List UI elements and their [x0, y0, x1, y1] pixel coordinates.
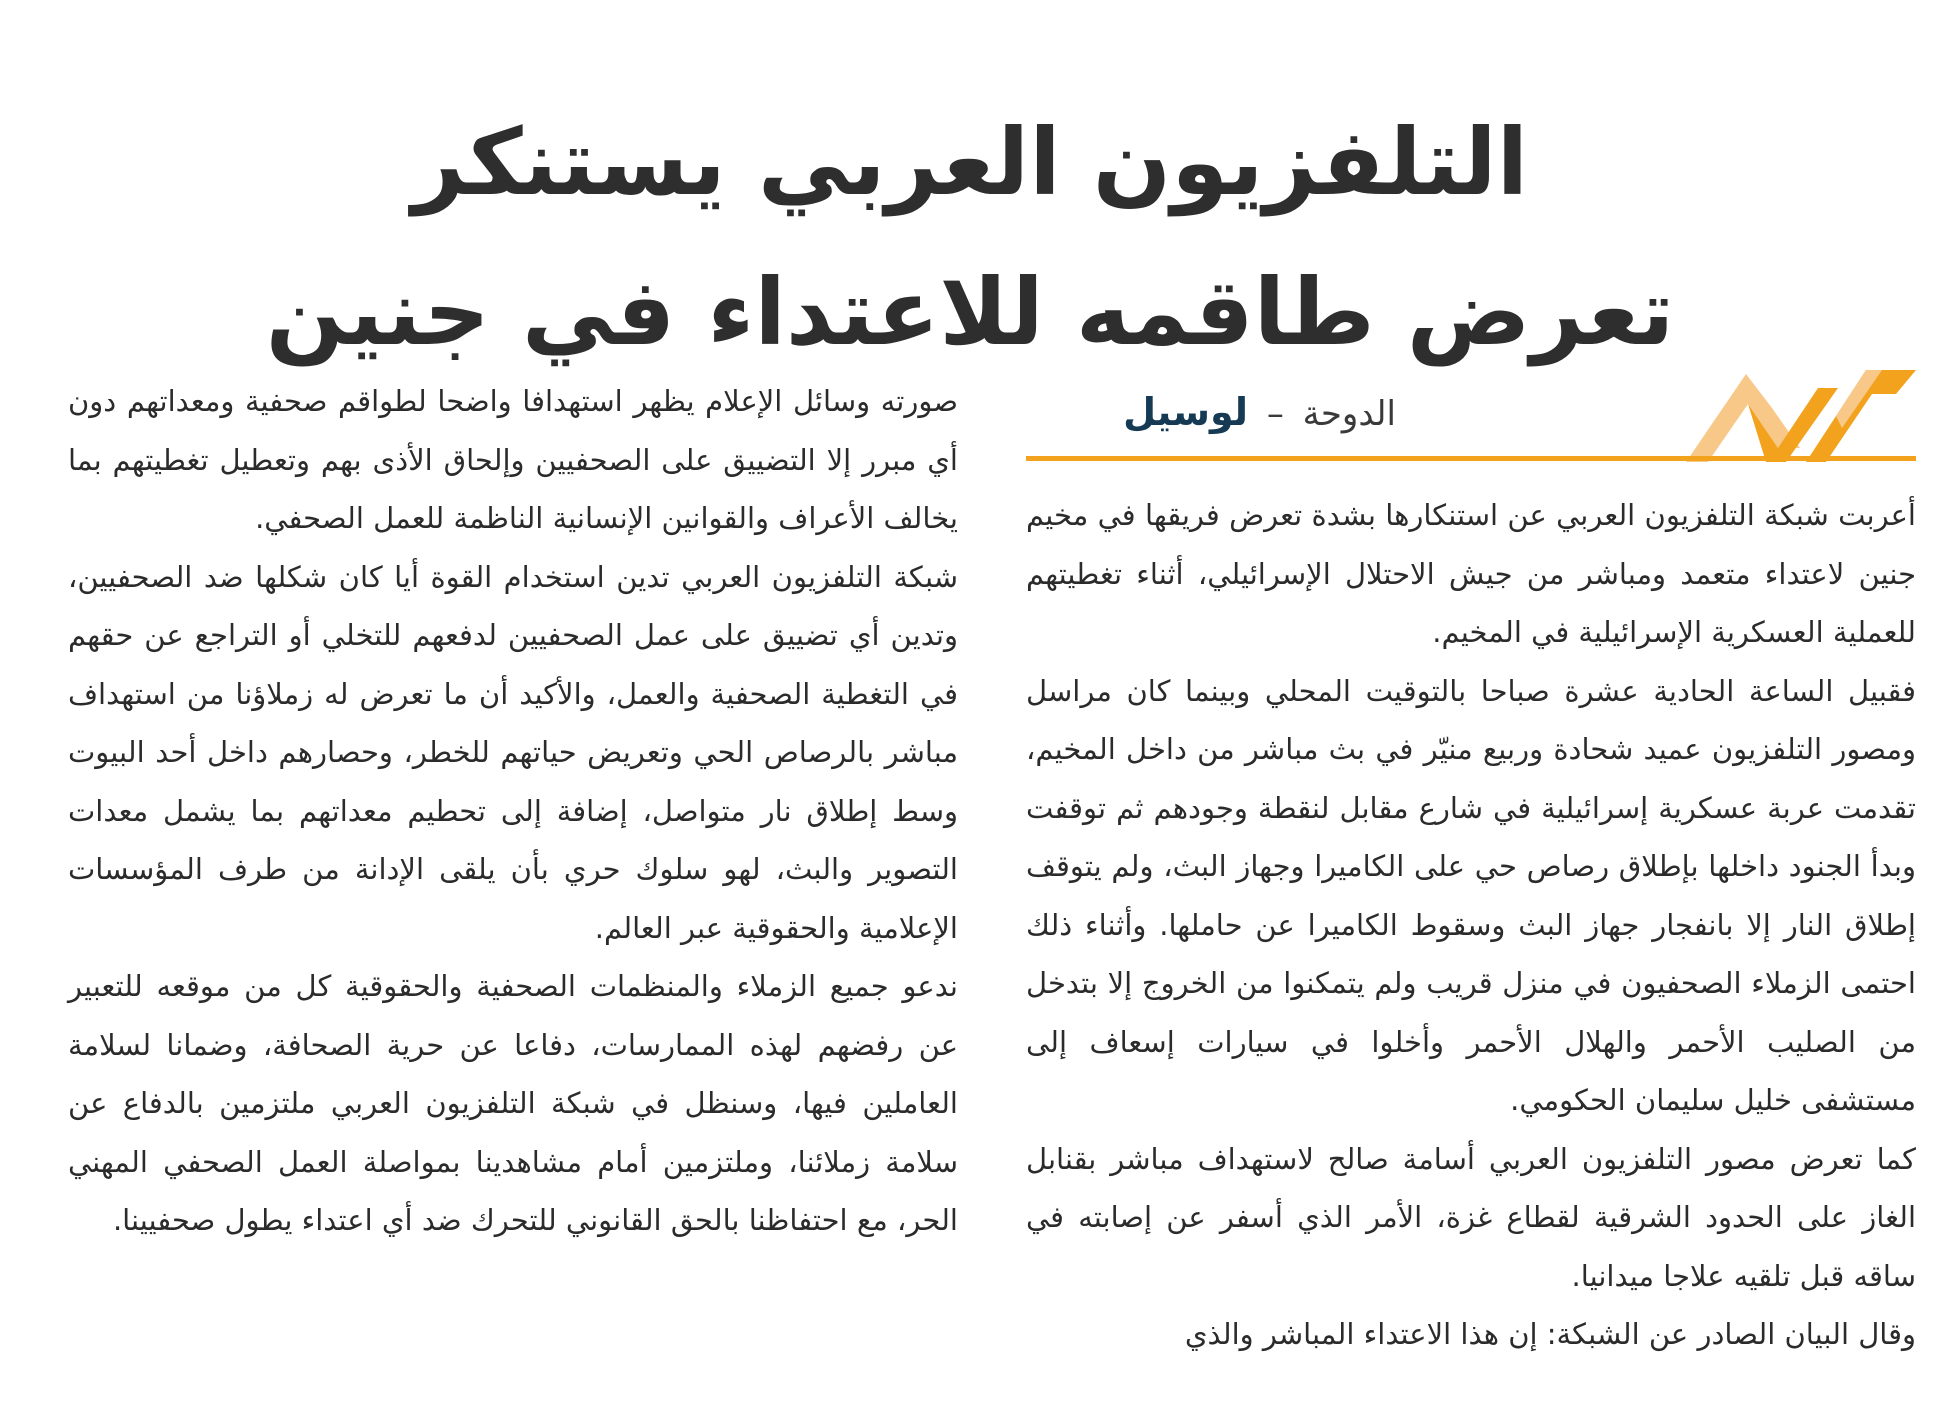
article-body-left	[68, 372, 958, 1250]
byline	[1123, 390, 1396, 434]
paragraph: وقال البيان الصادر عن الشبكة: إن هذا الاعتداء المباشر والذي	[1184, 1317, 1916, 1351]
byline-dash: –	[1266, 394, 1284, 434]
byline-brand: لوسيل	[1123, 390, 1249, 434]
paragraph: ندعو جميع الزملاء والمنظمات الصحفية والحقوقية كل من موقعه للتعبير عن رفضهم لهذه الممارسات، دفاعا عن حرية الصحافة، وضمانا لسلامة العاملين فيها، وسنظل في شبكة التلفزيون العربي ملتزمين بالدفاع عن سلامة زملائنا، وملتزمين أمام مشاهدينا بمواصلة العمل الصحفي المهني الحر، مع احتفاظنا بالحق القانوني للتحرك ضد أي اعتداء يطول صحفيينا.	[68, 969, 958, 1237]
byline-city: الدوحة	[1302, 394, 1396, 434]
paragraph: شبكة التلفزيون العربي تدين استخدام القوة أيا كان شكلها ضد الصحفيين، وتدين أي تضييق على عمل الصحفيين لدفعهم للتخلي أو التراجع عن حقهم في التغطية الصحفية والعمل، والأكيد أن ما تعرض له زملاؤنا من استهداف مباشر بالرصاص الحي وتعريض حياتهم للخطر، وحصارهم داخل أحد البيوت وسط إطلاق نار متواصل، إضافة إلى تحطيم معداتهم بما يشمل معدات التصوير والبث، لهو سلوك حري بأن يلقى الإدانة من طرف المؤسسات الإعلامية والحقوقية عبر العالم.	[68, 559, 958, 945]
paragraph: صورته وسائل الإعلام يظهر استهدافا واضحا لطواقم صحفية ومعداتهم دون أي مبرر إلا التضييق على الصحفيين وإلحاق الأذى بهم وتعطيل تغطيتهم بما يخالف الأعراف والقوانين الإنسانية الناظمة للعمل الصحفي.	[68, 384, 958, 535]
byline-rule	[1026, 456, 1916, 461]
byline-header	[1026, 370, 1916, 470]
paragraph: أعربت شبكة التلفزيون العربي عن استنكارها بشدة تعرض فريقها في مخيم جنين لاعتداء متعمد ومباشر من جيش الاحتلال الإسرائيلي، أثناء تغطيتهم للعملية العسكرية الإسرائيلية في المخيم.	[1026, 498, 1916, 649]
article-body-right	[1026, 486, 1916, 1364]
headline-line-1: التلفزيون العربي يستنكر	[411, 109, 1529, 216]
headline	[220, 88, 1720, 388]
paragraph: كما تعرض مصور التلفزيون العربي أسامة صالح لاستهداف مباشر بقنابل الغاز على الحدود الشرقية لقطاع غزة، الأمر الذي أسفر عن إصابته في ساقه قبل تلقيه علاجا ميدانيا.	[1026, 1141, 1916, 1293]
paragraph: فقبيل الساعة الحادية عشرة صباحا بالتوقيت المحلي وبينما كان مراسل ومصور التلفزيون عميد شحادة وربيع منيّر في بث مباشر من داخل المخيم، تقدمت عربة عسكرية إسرائيلية في شارع مقابل لنقطة وجودهم ثم توقفت وبدأ الجنود داخلها بإطلاق رصاص حي على الكاميرا وجهاز البث، ولم يتوقف إطلاق النار إلا بانفجار جهاز البث وسقوط الكاميرا عن حاملها. وأثناء ذلك احتمى الزملاء الصحفيون في منزل قريب ولم يتمكنوا من الخروج إلا بتدخل من الصليب الأحمر والهلال الأحمر وأخلوا في سيارات إسعاف إلى مستشفى خليل سليمان الحكومي.	[1026, 673, 1916, 1117]
headline-line-2: تعرض طاقمه للاعتداء في جنين	[265, 259, 1675, 366]
zigzag-logo-icon	[1686, 370, 1916, 462]
